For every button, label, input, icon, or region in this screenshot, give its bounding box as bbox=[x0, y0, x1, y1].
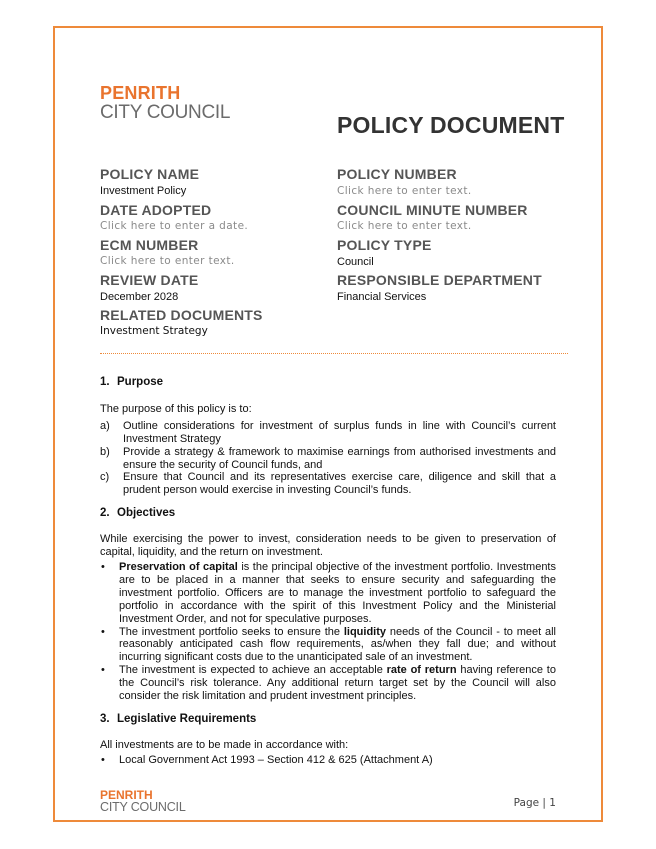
footer-logo bbox=[100, 789, 186, 814]
objectives-list bbox=[100, 561, 556, 703]
minute-number-label: COUNCIL MINUTE NUMBER bbox=[337, 202, 528, 218]
policy-number-field[interactable]: Click here to enter text. bbox=[337, 185, 472, 197]
policy-type-value: Council bbox=[337, 256, 374, 268]
list-item: • The investment portfolio seeks to ensure the liquidity needs of the Council - to meet all reasonably anticipated cash flow requirements, as/when they fall due; and without incurring significant costs due to the unanticipated sale of an investment. bbox=[101, 625, 556, 664]
related-docs-value: Investment Strategy bbox=[100, 325, 208, 337]
list-item: • Preservation of capital is the principal objective of the investment portfolio. Investments are to be placed in a manner that seeks to ensure security and safeguarding the investment portfolio. Officers are to manage the investment portfolio to safeguard the portfolio in accordance with the spirit of this Investment Policy and the Ministerial Investment Order, and not for speculative purposes. bbox=[101, 560, 556, 625]
logo-line-2: CITY COUNCIL bbox=[100, 800, 186, 814]
legislative-intro: All investments are to be made in accordance with: bbox=[100, 738, 349, 751]
council-logo bbox=[100, 84, 230, 122]
purpose-heading: 1. Purpose bbox=[100, 376, 164, 388]
review-date-value: December 2028 bbox=[100, 291, 179, 303]
date-adopted-label: DATE ADOPTED bbox=[100, 202, 212, 218]
policy-type-label: POLICY TYPE bbox=[337, 237, 432, 253]
department-value: Financial Services bbox=[337, 291, 427, 303]
ecm-number-label: ECM NUMBER bbox=[100, 237, 199, 253]
section-divider bbox=[100, 353, 568, 354]
list-item: b) Provide a strategy & framework to maximise earnings from authorised investments and ensure the security of Council funds, and bbox=[100, 445, 556, 471]
list-item: • The investment is expected to achieve an acceptable rate of return having reference to the Council’s risk tolerance. Any additional return target set by the Council will also consider the risk limitation and prudent investment principles. bbox=[101, 664, 556, 703]
legislative-list bbox=[100, 754, 556, 767]
logo-line-1: PENRITH bbox=[100, 83, 181, 103]
list-item: • Local Government Act 1993 – Section 412 & 625 (Attachment A) bbox=[101, 753, 433, 766]
list-item: c) Ensure that Council and its representatives exercise care, diligence and skill that a prudent person would exercise in investing Council’s funds. bbox=[100, 471, 556, 497]
policy-body bbox=[100, 376, 556, 767]
purpose-list bbox=[100, 420, 556, 497]
review-date-label: REVIEW DATE bbox=[100, 272, 199, 288]
policy-name-value: Investment Policy bbox=[100, 185, 187, 197]
list-item: a) Outline considerations for investment of surplus funds in line with Council’s current Investment Strategy bbox=[100, 419, 556, 445]
objectives-intro: While exercising the power to invest, consideration needs to be given to preservation of capital, liquidity, and the return on investment. bbox=[100, 533, 556, 559]
date-adopted-field[interactable]: Click here to enter a date. bbox=[100, 220, 249, 232]
logo-line-1: PENRITH bbox=[100, 788, 153, 802]
purpose-intro: The purpose of this policy is to: bbox=[100, 402, 252, 415]
department-label: RESPONSIBLE DEPARTMENT bbox=[337, 272, 542, 288]
page-number: Page | 1 bbox=[513, 797, 556, 809]
page-title: POLICY DOCUMENT bbox=[337, 112, 565, 138]
ecm-number-field[interactable]: Click here to enter text. bbox=[100, 255, 235, 267]
minute-number-field[interactable]: Click here to enter text. bbox=[337, 220, 472, 232]
policy-name-label: POLICY NAME bbox=[100, 166, 200, 182]
related-docs-label: RELATED DOCUMENTS bbox=[100, 307, 263, 323]
policy-number-label: POLICY NUMBER bbox=[337, 166, 457, 182]
logo-line-2: CITY COUNCIL bbox=[100, 102, 231, 123]
legislative-heading: 3. Legislative Requirements bbox=[100, 712, 257, 725]
objectives-heading: 2. Objectives bbox=[100, 507, 176, 520]
